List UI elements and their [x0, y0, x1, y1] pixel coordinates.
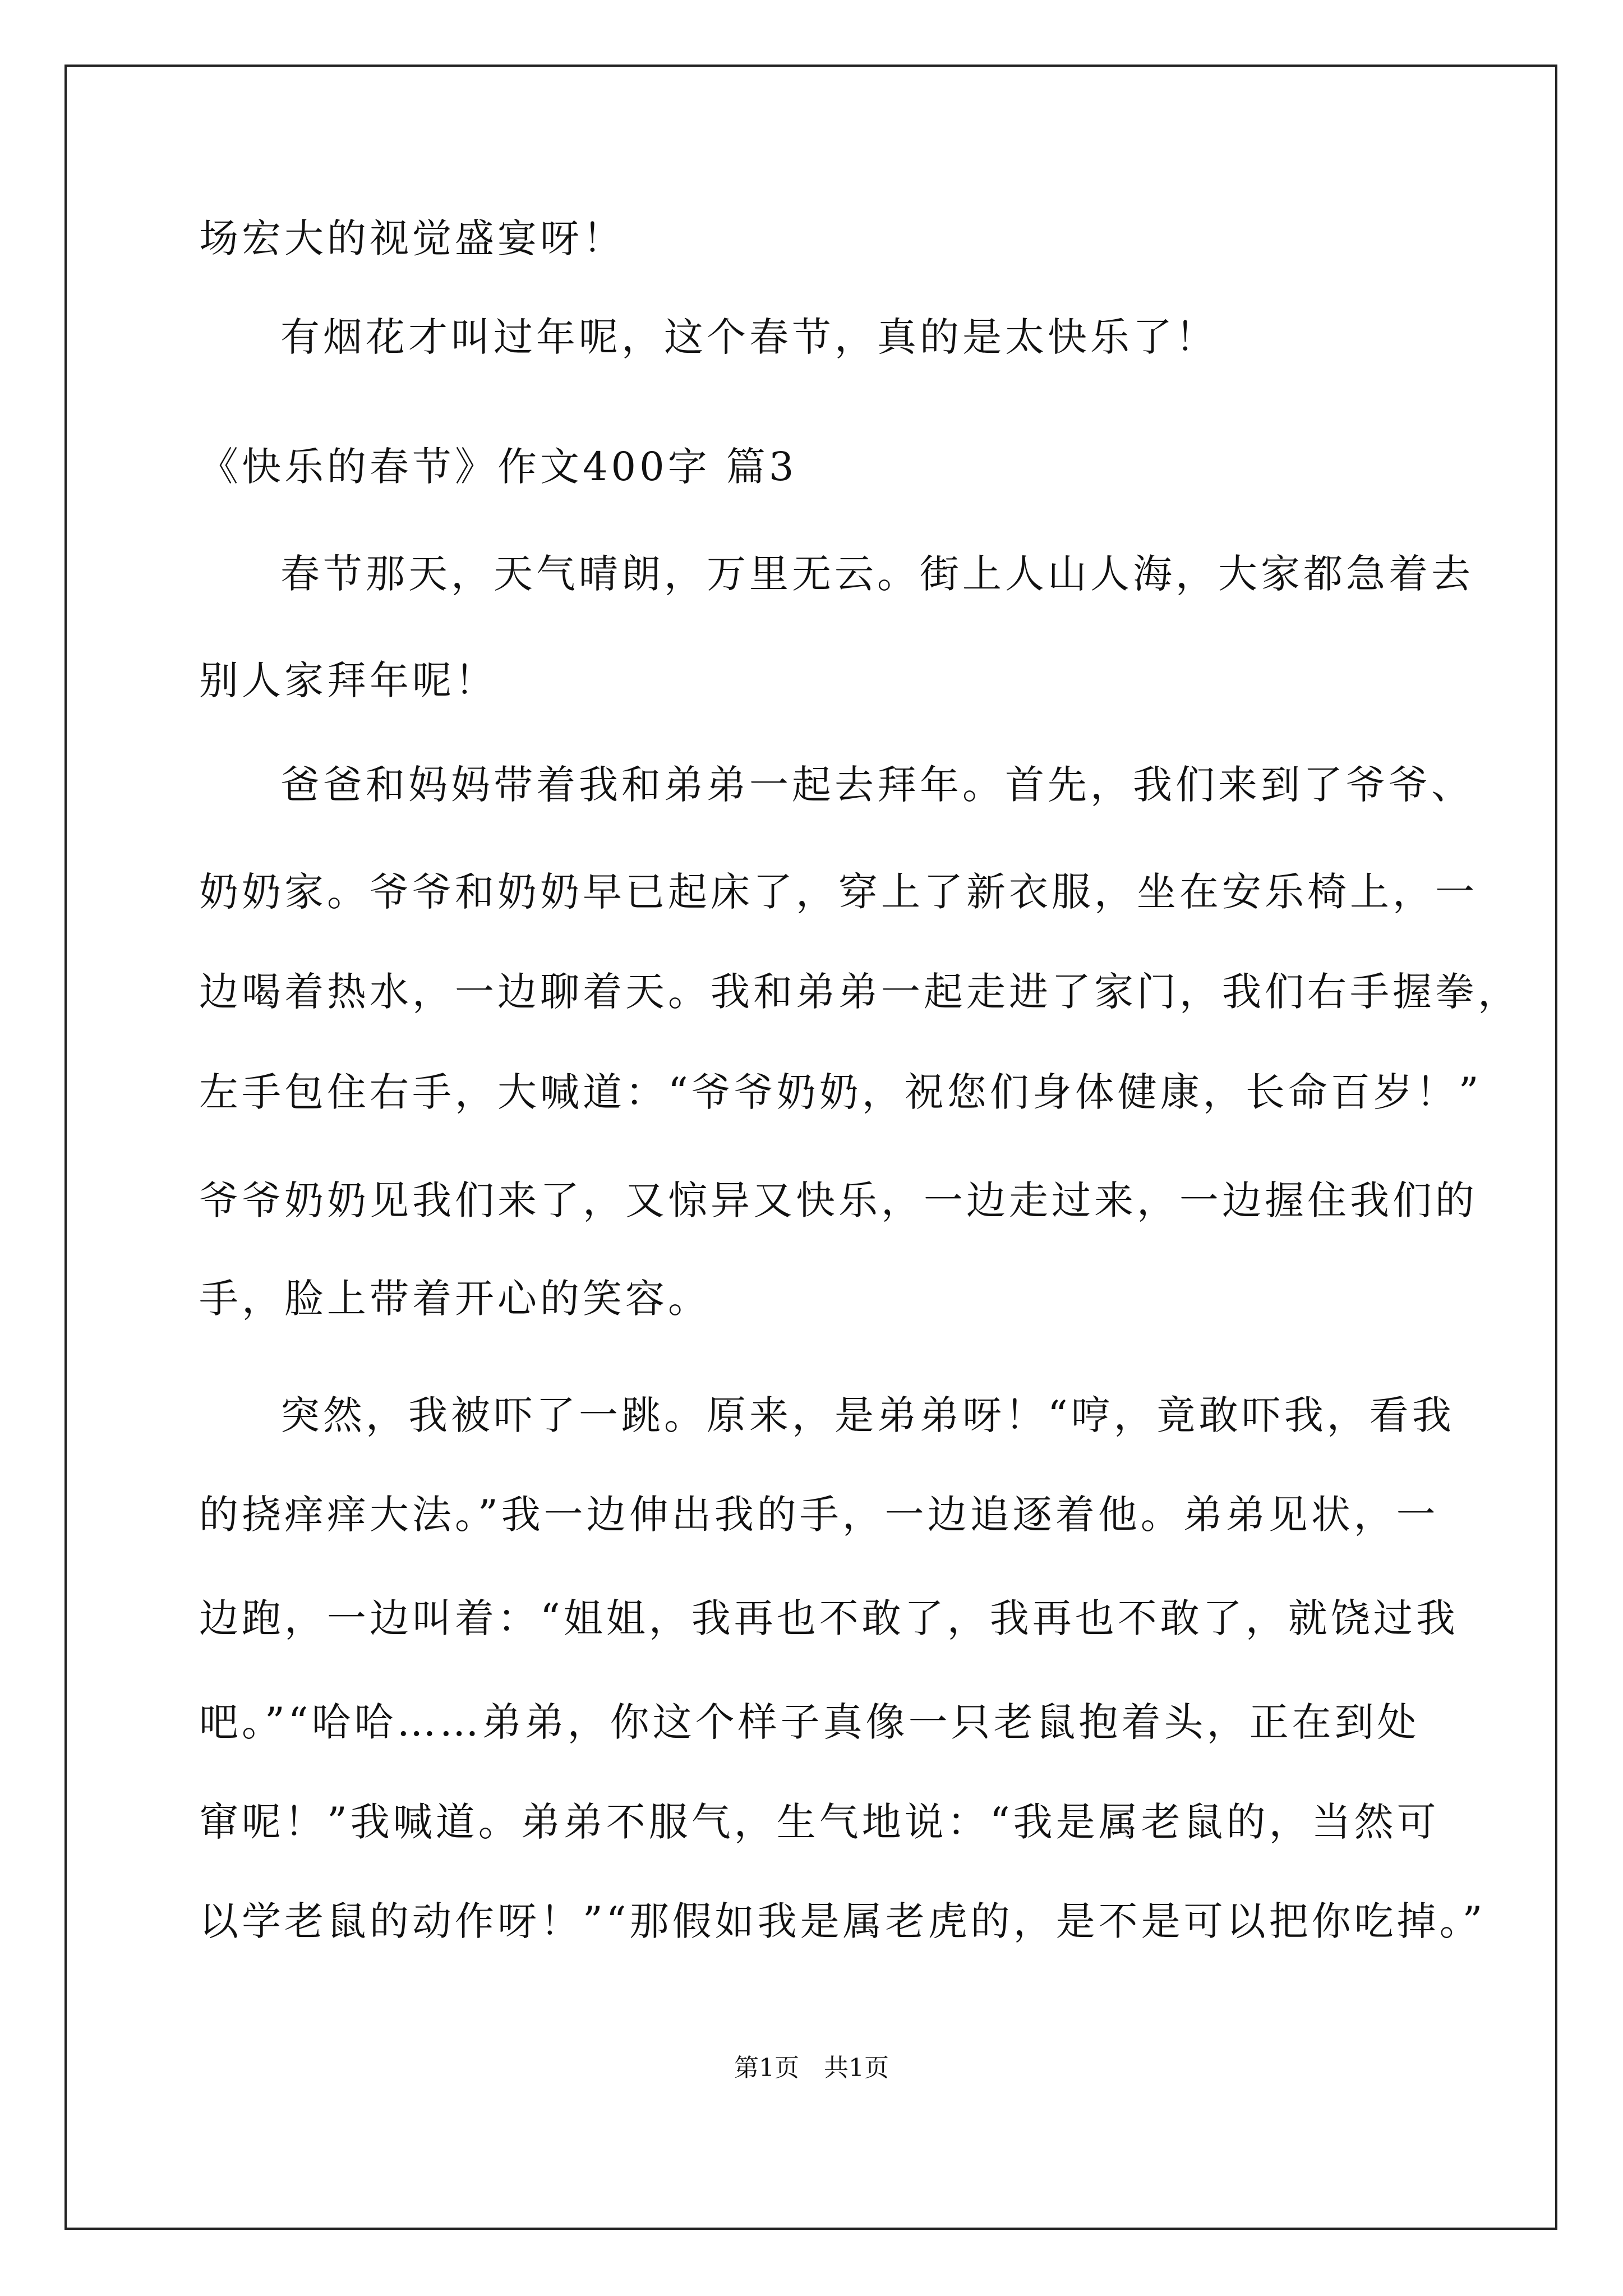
text-line-14: 边跑，一边叫着：“姐姐，我再也不敢了，我再也不敢了，就饶过我 [199, 1595, 1459, 1641]
text-line-5: 别人家拜年呢！ [199, 657, 497, 703]
text-line-16: 窜呢！”我喊道。弟弟不服气，生气地说：“我是属老鼠的，当然可 [199, 1799, 1440, 1845]
text-line-9: 左手包住右手，大喊道：“爷爷奶奶，祝您们身体健康，长命百岁！” [199, 1069, 1482, 1115]
page-footer: 第1页 共1页 [734, 2054, 889, 2082]
section-heading: 《快乐的春节》作文400字 篇3 [199, 444, 797, 490]
text-line-17: 以学老鼠的动作呀！”“那假如我是属老虎的，是不是可以把你吃掉。” [199, 1898, 1486, 1944]
text-line-10: 爷爷奶奶见我们来了，又惊异又快乐，一边走过来，一边握住我们的 [199, 1177, 1478, 1223]
text-line-12: 突然，我被吓了一跳。原来，是弟弟呀！“哼，竟敢吓我，看我 [280, 1392, 1455, 1438]
text-line-11: 手，脸上带着开心的笑容。 [199, 1276, 711, 1322]
text-line-7: 奶奶家。爷爷和奶奶早已起床了，穿上了新衣服，坐在安乐椅上，一 [199, 869, 1478, 915]
text-line-6: 爸爸和妈妈带着我和弟弟一起去拜年。首先，我们来到了爷爷、 [280, 762, 1474, 808]
text-line-15: 吧。”“哈哈……弟弟，你这个样子真像一只老鼠抱着头，正在到处 [199, 1699, 1420, 1745]
text-line-13: 的挠痒痒大法。”我一边伸出我的手，一边追逐着他。弟弟见状，一 [199, 1492, 1439, 1538]
text-line-8: 边喝着热水，一边聊着天。我和弟弟一起走进了家门，我们右手握拳， [199, 969, 1520, 1015]
text-line-1: 场宏大的视觉盛宴呀！ [199, 215, 625, 261]
text-line-4: 春节那天，天气晴朗，万里无云。街上人山人海，大家都急着去 [280, 551, 1474, 597]
text-line-2: 有烟花才叫过年呢，这个春节，真的是太快乐了！ [280, 314, 1218, 360]
